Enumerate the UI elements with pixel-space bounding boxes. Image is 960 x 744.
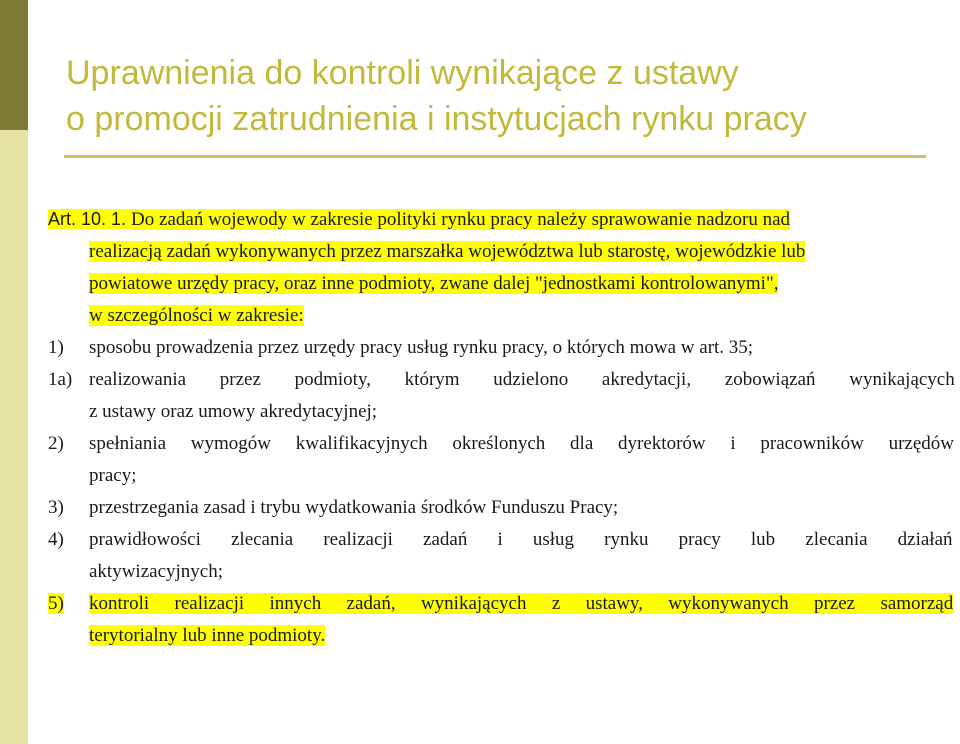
item-1a-line-1: realizowania przez podmioty, którym udzielono akredytacji, zobowiązań wynikających [89,369,955,390]
item-1-line-1: sposobu prowadzenia przez urzędy pracy usług rynku pracy, o których mowa w art. 35; [89,337,754,358]
title-line-2: o promocji zatrudnienia i instytucjach rynku pracy [66,100,807,138]
item-5-line-2 [89,623,325,649]
item-3-line-1: przestrzegania zasad i trybu wydatkowania środków Funduszu Pracy; [89,497,619,518]
article-intro-line-2 [89,239,805,265]
item-number: 1) [48,337,64,358]
item-5-text-1: kontroli realizacji innych zadań, wynikających z ustawy, wykonywanych przez samorząd [89,593,954,614]
item-5-line-1 [89,591,960,617]
left-bar-light-segment [0,130,28,744]
item-number: 4) [48,529,64,550]
item-number [48,591,64,617]
title-line-1: Uprawnienia do kontroli wynikające z ustawy [66,54,739,92]
title-underline [64,155,926,158]
item-4-line-1: prawidłowości zlecania realizacji zadań i usług rynku pracy lub zlecania działań [89,529,953,550]
article-intro-line-4 [89,303,304,329]
item-number: 3) [48,497,64,518]
article-intro-line-1 [48,206,960,233]
article-label: Art. 10. 1. [48,209,132,229]
item-5-number: 5) [48,593,64,614]
item-number: 1a) [48,369,73,390]
left-accent-bar [0,0,28,744]
article-intro-text-3: powiatowe urzędy pracy, oraz inne podmioty, zwane dalej "jednostkami kontrolowanymi", [89,273,779,294]
item-2-line-2: pracy; [89,465,137,486]
article-intro-line-3 [89,271,778,297]
item-2-line-1: spełniania wymogów kwalifikacyjnych określonych dla dyrektorów i pracowników urzędów [89,433,954,454]
item-5-text-2: terytorialny lub inne podmioty. [89,625,326,646]
item-4-line-2: aktywizacyjnych; [89,561,224,582]
item-number: 2) [48,433,64,454]
slide-title [66,50,946,142]
article-intro-text-2: realizacją zadań wykonywanych przez marszałka województwa lub starostę, wojewódzkie lub [89,241,806,262]
item-1a-line-2: z ustawy oraz umowy akredytacyjnej; [89,401,378,422]
left-bar-dark-segment [0,0,28,130]
article-intro-text-4: w szczególności w zakresie: [89,305,304,326]
article-intro-text-1: Do zadań wojewody w zakresie polityki rynku pracy należy sprawowanie nadzoru nad [131,209,791,230]
